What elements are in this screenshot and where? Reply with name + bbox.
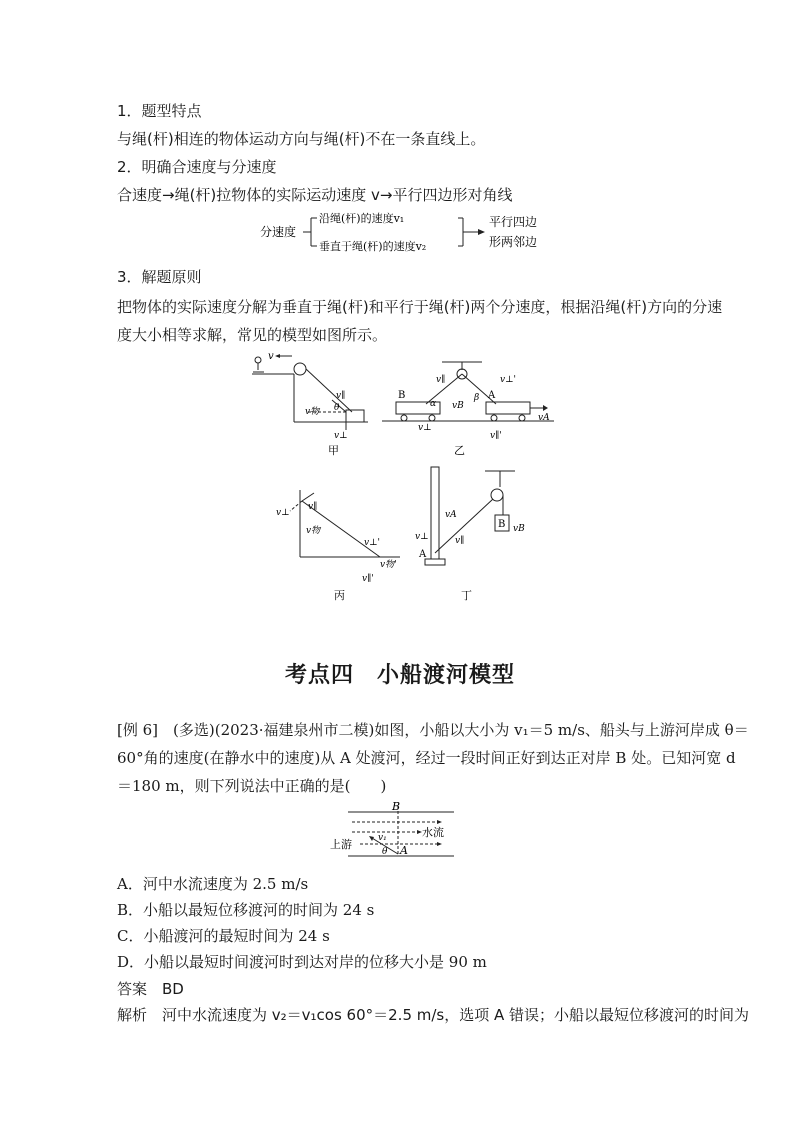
option-b: B．小船以最短位移渡河的时间为 24 s [117, 901, 375, 919]
jia-caption: 甲 [328, 444, 339, 457]
example-line1: [例 6] (多选)(2023·福建泉州市二模)如图，小船以大小为 v₁＝5 m/s、船头与上游河岸成 θ＝ [117, 721, 749, 739]
option-a: A．河中水流速度为 2.5 m/s [117, 875, 309, 893]
diagram-right-line2: 形两邻边 [489, 235, 538, 249]
bing-label-vpar: v∥ [308, 502, 318, 512]
river-label-B: B [392, 800, 401, 813]
jia-label-theta: θ [334, 403, 340, 413]
bing-label-vperp2: v⊥' [364, 538, 381, 548]
river-figure [330, 800, 465, 862]
yi-label-vA: vA [538, 413, 550, 423]
yi-label-vB: vB [452, 401, 464, 411]
section2-title: 2．明确合速度与分速度 [117, 158, 277, 176]
section1-title: 1．题型特点 [117, 102, 202, 120]
answer: 答案 BD [117, 980, 184, 998]
diagram-top-label: 沿绳(杆)的速度v₁ [319, 212, 405, 225]
yi-label-vpar2: v∥' [490, 431, 502, 441]
yi-label-vperp: v⊥ [418, 423, 432, 433]
bing-label-vpar2: v∥' [362, 574, 374, 584]
bing-label-vwu2: v物' [380, 560, 397, 570]
ding-label-vA: vA [445, 510, 457, 520]
jia-label-vperp: v⊥ [334, 431, 348, 441]
ding-label-vB: vB [513, 524, 525, 534]
yi-label-beta: β [474, 393, 480, 403]
figure-bing [270, 485, 410, 605]
ding-label-A: A [419, 549, 427, 560]
section3-title: 3．解题原则 [117, 268, 202, 286]
section3-body-line2: 度大小相等求解，常见的模型如图所示。 [117, 326, 388, 344]
yi-label-B: B [398, 390, 406, 401]
jia-label-v: v [268, 351, 274, 362]
section2-body: 合速度→绳(杆)拉物体的实际运动速度 v→平行四边形对角线 [117, 186, 513, 204]
diagram-bottom-label: 垂直于绳(杆)的速度v₂ [319, 240, 427, 253]
option-d: D．小船以最短时间渡河时到达对岸的位移大小是 90 m [117, 953, 487, 971]
section3-body-line1: 把物体的实际速度分解为垂直于绳(杆)和平行于绳(杆)两个分速度，根据沿绳(杆)方向的分速 [117, 298, 723, 316]
velocity-decomposition-diagram [255, 208, 555, 258]
example-line3: ＝180 m，则下列说法中正确的是( ) [117, 777, 387, 795]
figure-yi [382, 352, 554, 458]
example-line2: 60°角的速度(在静水中的速度)从 A 处渡河，经过一段时间正好到达正对岸 B 处。已知河宽 d [117, 749, 736, 767]
yi-label-alpha: α [430, 399, 437, 409]
ding-label-vperp: v⊥ [415, 532, 429, 542]
river-label-theta: θ [382, 847, 388, 857]
river-label-v1: v₁ [378, 833, 387, 843]
section-heading: 考点四 小船渡河模型 [284, 663, 515, 688]
bing-label-vperp: v⊥ [276, 508, 290, 518]
river-water-label: 水流 [422, 826, 444, 839]
yi-caption: 乙 [454, 444, 465, 457]
yi-label-A: A [488, 390, 496, 401]
ding-caption: 丁 [461, 589, 472, 602]
river-label-A: A [400, 844, 408, 857]
yi-label-vpar: v∥ [436, 375, 446, 385]
bing-caption: 丙 [334, 589, 345, 602]
diagram-left-label: 分速度 [260, 225, 297, 239]
bing-label-vwu: v物 [306, 526, 321, 536]
analysis: 解析 河中水流速度为 v₂＝v₁cos 60°＝2.5 m/s，选项 A 错误；小船以最短位移渡河的时间为 [117, 1006, 750, 1024]
option-c: C．小船渡河的最短时间为 24 s [117, 927, 330, 945]
jia-label-vpar: v∥ [336, 391, 346, 401]
figure-ding [415, 465, 525, 605]
figure-jia [248, 350, 373, 458]
ding-label-B: B [498, 519, 506, 530]
yi-label-vperp2: v⊥' [500, 375, 517, 385]
section1-body: 与绳(杆)相连的物体运动方向与绳(杆)不在一条直线上。 [117, 130, 486, 148]
river-upstream-label: 上游 [330, 838, 352, 851]
diagram-right-line1: 平行四边 [489, 215, 538, 229]
jia-label-vwu: v物 [305, 407, 320, 417]
ding-label-vpar: v∥ [455, 536, 465, 546]
